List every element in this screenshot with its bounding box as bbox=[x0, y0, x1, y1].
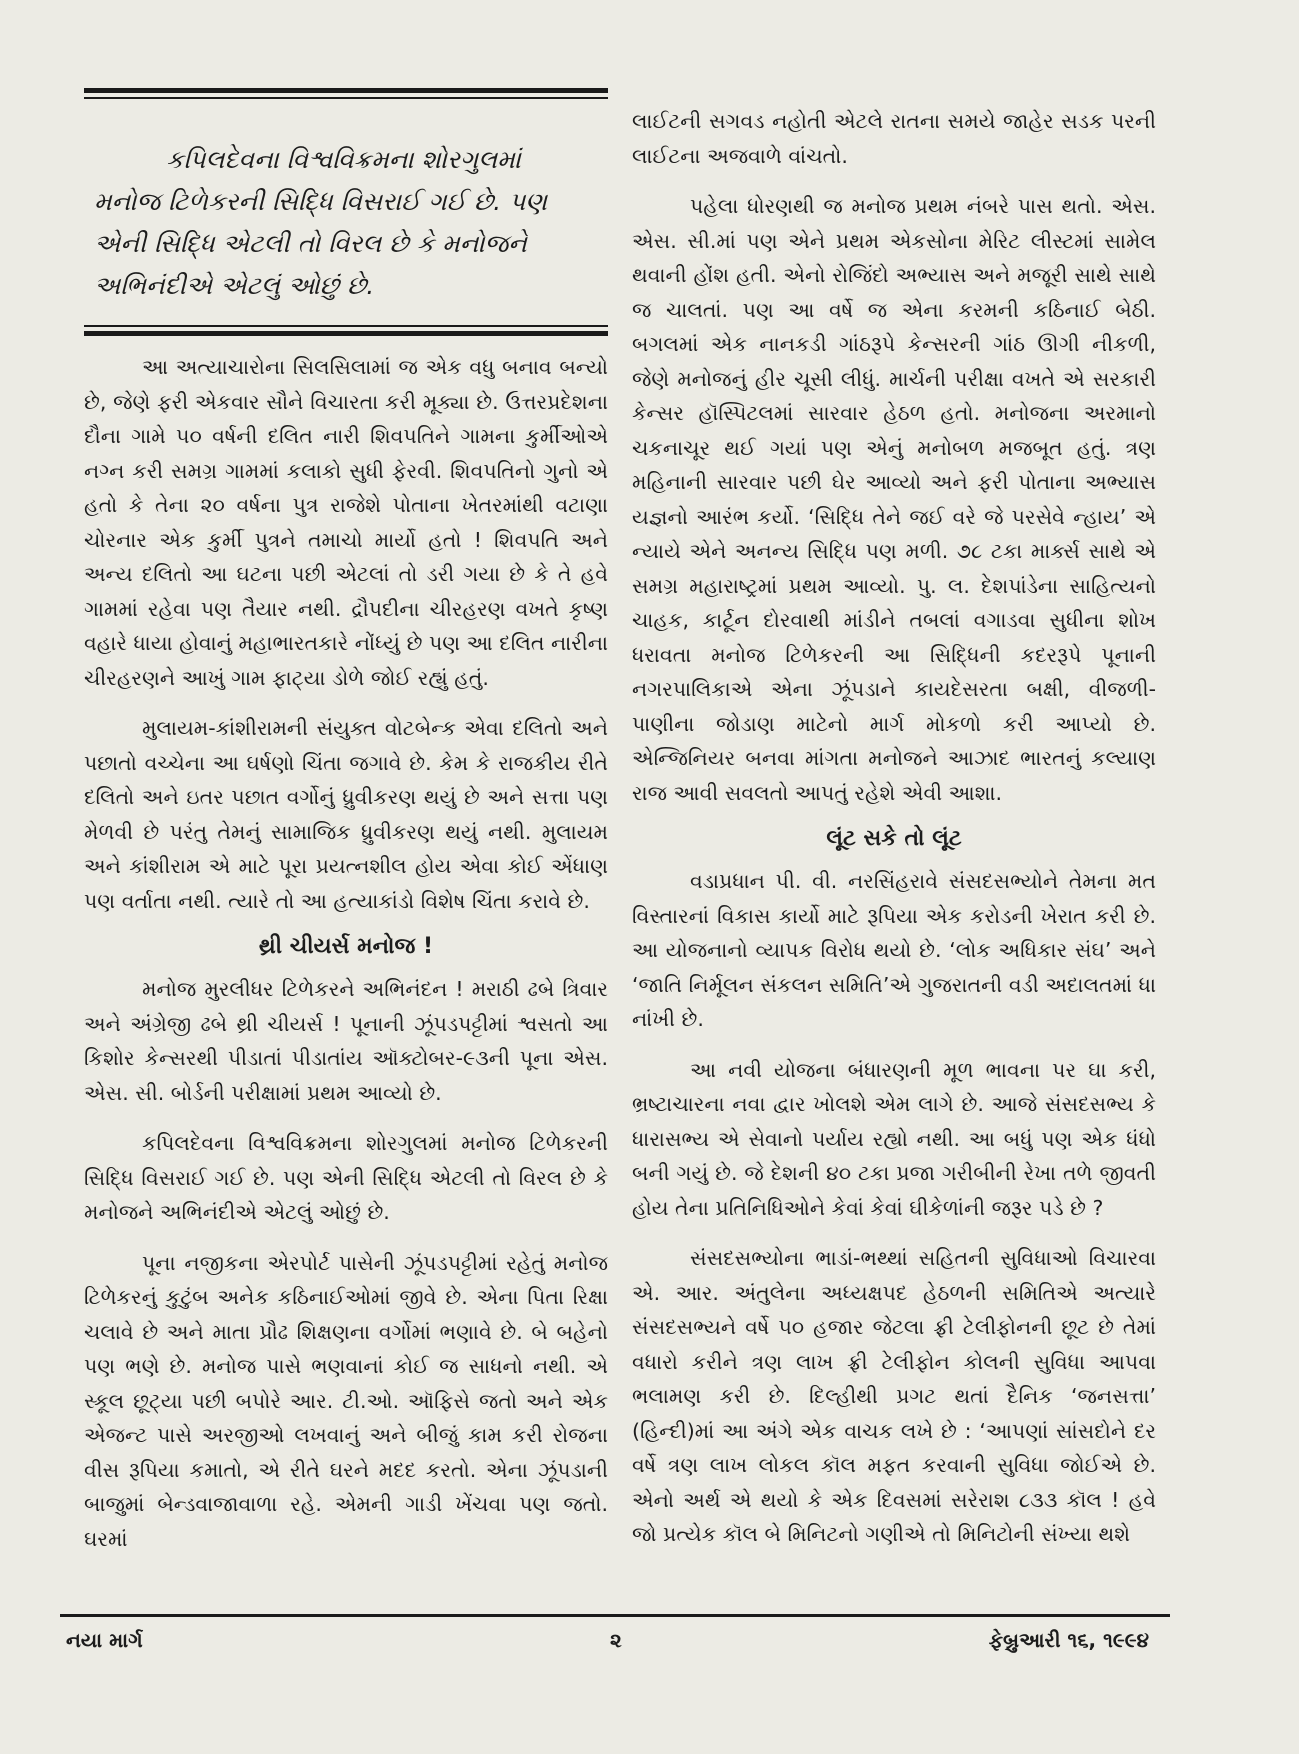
article-paragraph: પૂના નજીકના એરપોર્ટ પાસેની ઝૂંપડપટ્ટીમાં રહેતું મનોજ ટિળેકરનું કુટુંબ અનેક કઠિનાઈઓમાં જીવે છે. એના પિતા રિક્ષા ચલાવે છે અને માતા પ્રૌઢ શિક્ષણના વર્ગોમાં ભણાવે છે. બે બહેનો પણ ભણે છે. મનોજ પાસે ભણવાનાં કોઈ જ સાધનો નથી. એ સ્કૂલ છૂટ્યા પછી બપોરે આર. ટી.ઓ. ઑફિસે જતો અને એક એજન્ટ પાસે અરજીઓ લખવાનું અને બીજું કામ કરી રોજના વીસ રૂપિયા કમાતો, એ રીતે ઘરને મદદ કરતો. એના ઝૂંપડાની બાજુમાં બેન્ડવાજાવાળા રહે. એમની ગાડી ખેંચવા પણ જતો. ઘરમાં bbox=[84, 1250, 608, 1551]
pullquote-bottom-rule-thin bbox=[84, 325, 608, 327]
article-paragraph: સંસદસભ્યોના ભાડાં-ભથ્થાં સહિતની સુવિધાઓ વિચારવા એ. આર. અંતુલેના અધ્યક્ષપદ હેઠળની સમિતિએ અત્યારે સંસદસભ્યને વર્ષે ૫૦ હજાર જેટલા ફ્રી ટેલીફોનની છૂટ છે તેમાં વધારો કરીને ત્રણ લાખ ફ્રી ટેલીફોન કોલની સુવિધા આપવા ભલામણ કરી છે. દિલ્હીથી પ્રગટ થતાં દૈનિક ‘જનસત્તા’ (હિન્દી)માં આ અંગે એક વાચક લખે છે : ‘આપણાં સાંસદોને દર વર્ષે ત્રણ લાખ લોકલ કૉલ મફત કરવાની સુવિધા જોઈએ છે. એનો અર્થ એ થયો કે એક દિવસમાં સરેરાશ ૮૩૩ કૉલ ! હવે જો પ્રત્યેક કૉલ બે મિનિટનો ગણીએ તો મિનિટોની સંખ્યા થશે bbox=[632, 1246, 1156, 1546]
pullquote-bottom-rule bbox=[84, 331, 608, 336]
pullquote-line: એની સિદ્ધિ એટલી તો વિરલ છે કે મનોજને bbox=[94, 229, 527, 258]
article-paragraph: આ નવી યોજના બંધારણની મૂળ ભાવના પર ઘા કરી, ભ્રષ્ટાચારના નવા દ્વાર ખોલશે એમ લાગે છે. આજે સંસદસભ્ય કે ધારાસભ્ય એ સેવાનો પર્યાય રહ્યો નથી. આ બધું પણ એક ધંધો બની ગયું છે. જે દેશની ૪૦ ટકા પ્રજા ગરીબીની રેખા તળે જીવતી હોય તેના પ્રતિનિધિઓને કેવાં કેવાં ઘીકેળાંની જરૂર પડે છે ? bbox=[632, 1057, 1156, 1220]
article-paragraph: આ અત્યાચારોના સિલસિલામાં જ એક વધુ બનાવ બન્યો છે, જેણે ફરી એકવાર સૌને વિચારતા કરી મૂક્યા છે. ઉત્તરપ્રદેશના દૌના ગામે ૫૦ વર્ષની દલિત નારી શિવપતિને ગામના કુર્મીઓએ નગ્ન કરી સમગ્ર ગામમાં કલાકો સુધી ફેરવી. શિવપતિનો ગુનો એ હતો કે તેના ૨૦ વર્ષના પુત્ર રાજેશે પોતાના ખેતરમાંથી વટાણા ચોરનાર એક કુર્મી પુત્રને તમાચો માર્યો હતો ! શિવપતિ અને અન્ય દલિતો આ ઘટના પછી એટલાં તો ડરી ગયા છે કે તે હવે ગામમાં રહેવા પણ તૈયાર નથી. દ્રૌપદીના ચીરહરણ વખતે કૃષ્ણ વહારે ધાયા હોવાનું મહાભારતકારે નોંધ્યું છે પણ આ દલિત નારીના ચીરહરણને આખું ગામ ફાટ્યા ડોળે જોઈ રહ્યું હતું. bbox=[84, 355, 608, 690]
article-paragraph: વડાપ્રધાન પી. વી. નરસિંહરાવે સંસદસભ્યોને તેમના મત વિસ્તારનાં વિકાસ કાર્યો માટે રૂપિયા એક કરોડની ખેરાત કરી છે. આ યોજનાનો વ્યાપક વિરોધ થયો છે. ‘લોક અધિકાર સંઘ’ અને ‘જાતિ નિર્મૂલન સંકલન સમિતિ’એ ગુજરાતની વડી અદાલતમાં ધા નાંખી છે. bbox=[632, 869, 1156, 1031]
article-paragraph: કપિલદેવના વિશ્વવિક્રમના શોરગુલમાં મનોજ ટિળેકરની સિદ્ધિ વિસરાઈ ગઈ છે. પણ એની સિદ્ધિ એટલી તો વિરલ છે કે મનોજને અભિનંદીએ એટલું ઓછું છે. bbox=[84, 1131, 608, 1224]
left-column bbox=[84, 88, 608, 1556]
pullquote-line: મનોજ ટિળેકરની સિદ્ધિ વિસરાઈ ગઈ છે. પણ bbox=[94, 187, 548, 216]
page-number: ૨ bbox=[610, 1628, 622, 1652]
right-column bbox=[632, 104, 1156, 1552]
pullquote-top-rule bbox=[84, 88, 608, 93]
pullquote-line: અભિનંદીએ એટલું ઓછું છે. bbox=[94, 271, 375, 300]
article-paragraph: લાઈટની સગવડ નહોતી એટલે રાતના સમયે જાહેર સડક પરની લાઈટના અજવાળે વાંચતો. bbox=[632, 109, 1156, 168]
section-heading: થ્રી ચીયર્સ મનોજ ! bbox=[258, 934, 434, 959]
article-paragraph: મનોજ મુરલીધર ટિળેકરને અભિનંદન ! મરાઠી ઢબે ત્રિવાર અને અંગ્રેજી ઢબે થ્રી ચીયર્સ ! પૂનાની ઝૂંપડપટ્ટીમાં શ્વસતો આ કિશોર કેન્સરથી પીડાતાં પીડાતાંય ઑક્ટોબર-૯૩ની પૂના એસ. એસ. સી. બોર્ડની પરીક્ષામાં પ્રથમ આવ્યો છે. bbox=[84, 977, 608, 1105]
publication-name: નયા માર્ગ bbox=[66, 1628, 143, 1652]
issue-date: ફેબ્રુઆરી ૧૬, ૧૯૯૪ bbox=[988, 1628, 1149, 1652]
section-heading: લૂંટ સકે તો લૂંટ bbox=[826, 826, 962, 851]
article-paragraph: પહેલા ધોરણથી જ મનોજ પ્રથમ નંબરે પાસ થતો. એસ. એસ. સી.માં પણ એને પ્રથમ એકસોના મેરિટ લીસ્ટમાં સામેલ થવાની હોંશ હતી. એનો રોજિંદો અભ્યાસ અને મજૂરી સાથે સાથે જ ચાલતાં. પણ આ વર્ષે જ એના કરમની કઠિનાઈ બેઠી. બગલમાં એક નાનકડી ગાંઠરૂપે કેન્સરની ગાંઠ ઊગી નીકળી, જેણે મનોજનું હીર ચૂસી લીધું. માર્ચની પરીક્ષા વખતે એ સરકારી કેન્સર હૉસ્પિટલમાં સારવાર હેઠળ હતો. મનોજના અરમાનો ચકનાચૂર થઈ ગયાં પણ એનું મનોબળ મજબૂત હતું. ત્રણ મહિનાની સારવાર પછી ઘેર આવ્યો અને ફરી પોતાના અભ્યાસ યજ્ઞનો આરંભ કર્યો. ‘સિદ્ધિ તેને જઈ વરે જે પરસેવે ન્હાય’ એ ન્યાયે એને અનન્ય સિદ્ધિ પણ મળી. ૭૮ ટકા માર્ક્સ સાથે એ સમગ્ર મહારાષ્ટ્રમાં પ્રથમ આવ્યો. પુ. લ. દેશપાંડેના સાહિત્યનો ચાહક, કાર્ટૂન દોરવાથી માંડીને તબલાં વગાડવા સુધીના શોખ ધરાવતા મનોજ ટિળેકરની આ સિદ્ધિની કદરરૂપે પૂનાની નગરપાલિકાએ એના ઝૂંપડાને કાયદેસરતા બક્ષી, વીજળી-પાણીના જોડાણ માટેનો માર્ગ મોકળો કરી આપ્યો છે. એન્જિનિયર બનવા માંગતા મનોજને આઝાદ ભારતનું કલ્યાણ રાજ આવી સવલતો આપતું રહેશે એવી આશા. bbox=[632, 194, 1156, 805]
article-paragraph: મુલાયમ-કાંશીરામની સંયુક્ત વોટબેન્ક એવા દલિતો અને પછાતો વચ્ચેના આ ઘર્ષણો ચિંતા જગાવે છે. કેમ કે રાજકીય રીતે દલિતો અને ઇતર પછાત વર્ગોનું ધ્રુવીકરણ થયું છે અને સત્તા પણ મેળવી છે પરંતુ તેમનું સામાજિક ધ્રુવીકરણ થયું નથી. મુલાયમ અને કાંશીરામ એ માટે પૂરા પ્રયત્નશીલ હોય એવા કોઈ એંધાણ પણ વર્તાતા નથી. ત્યારે તો આ હત્યાકાંડો વિશેષ ચિંતા કરાવે છે. bbox=[84, 716, 608, 913]
pullquote-line: કપિલદેવના વિશ્વવિક્રમના શોરગુલમાં bbox=[166, 145, 521, 174]
pullquote bbox=[84, 99, 608, 325]
footer-rule bbox=[60, 1614, 1170, 1617]
